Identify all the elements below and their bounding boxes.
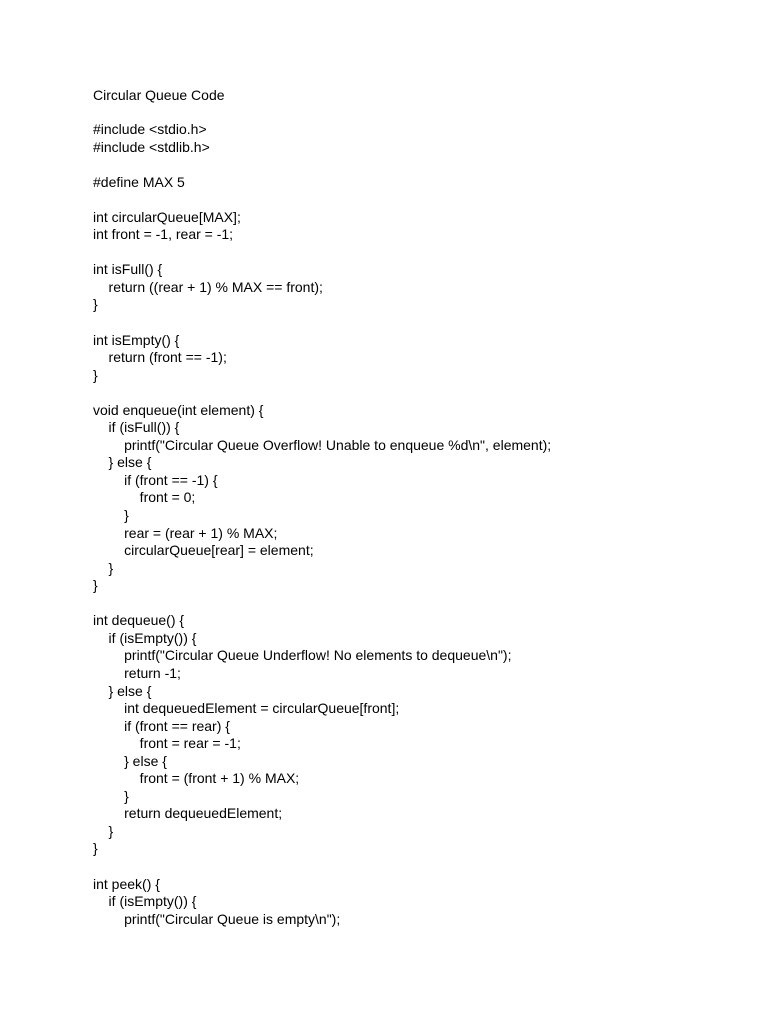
code-line: #include <stdlib.h>: [93, 138, 210, 155]
blank-line: [93, 156, 551, 174]
code-block: [93, 121, 551, 928]
code-line: void enqueue(int element) {: [93, 401, 264, 418]
code-line: int dequeuedElement = circularQueue[front];: [93, 700, 400, 717]
code-line: if (front == rear) {: [93, 717, 230, 734]
blank-line: [93, 384, 551, 402]
code-line: }: [93, 366, 98, 383]
code-line: }: [93, 787, 129, 804]
code-line: front = (front + 1) % MAX;: [93, 770, 300, 787]
code-line: rear = (rear + 1) % MAX;: [93, 524, 278, 541]
code-line: return -1;: [93, 664, 181, 681]
code-line: int isEmpty() {: [93, 331, 180, 348]
code-line: return ((rear + 1) % MAX == front);: [93, 278, 323, 295]
code-line: } else {: [93, 752, 167, 769]
code-line: int front = -1, rear = -1;: [93, 226, 234, 243]
code-line: if (isEmpty()) {: [93, 629, 197, 646]
blank-line: [93, 191, 551, 209]
code-line: } else {: [93, 454, 152, 471]
blank-line: [93, 858, 551, 876]
code-line: if (isFull()) {: [93, 419, 180, 436]
code-line: #include <stdio.h>: [93, 121, 207, 137]
code-line: front = rear = -1;: [93, 735, 241, 752]
blank-line: [93, 244, 551, 262]
code-line: printf("Circular Queue Underflow! No elements to dequeue\n");: [93, 647, 512, 664]
code-line: #define MAX 5: [93, 173, 185, 190]
code-line: }: [93, 840, 98, 857]
code-line: }: [93, 507, 129, 524]
blank-line: [93, 314, 551, 332]
code-line: int dequeue() {: [93, 612, 185, 629]
code-line: front = 0;: [93, 489, 196, 506]
document-title: Circular Queue Code: [93, 87, 225, 103]
code-line: }: [93, 822, 114, 839]
code-line: return (front == -1);: [93, 349, 227, 366]
code-line: } else {: [93, 682, 152, 699]
code-line: return dequeuedElement;: [93, 805, 283, 822]
code-line: printf("Circular Queue is empty\n");: [93, 910, 341, 927]
code-line: int peek() {: [93, 875, 160, 892]
code-line: printf("Circular Queue Overflow! Unable to enqueue %d\n", element);: [93, 436, 552, 453]
code-line: int circularQueue[MAX];: [93, 208, 241, 225]
code-line: circularQueue[rear] = element;: [93, 542, 314, 559]
code-line: if (front == -1) {: [93, 471, 218, 488]
code-line: int isFull() {: [93, 261, 163, 278]
code-line: }: [93, 577, 98, 594]
blank-line: [93, 595, 551, 613]
code-line: if (isEmpty()) {: [93, 893, 197, 910]
code-line: }: [93, 296, 98, 313]
code-line: }: [93, 559, 114, 576]
